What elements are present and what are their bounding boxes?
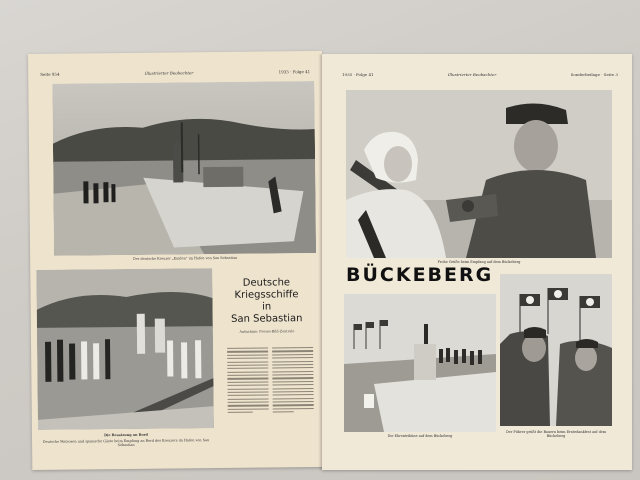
photo-flags-officers bbox=[500, 274, 612, 426]
right-issue: 1935 · Folge 41 bbox=[342, 72, 374, 77]
headline-line-2: Kriegsschiffe bbox=[234, 289, 299, 301]
article-column-2 bbox=[272, 347, 314, 415]
headline-line-3: in bbox=[262, 301, 272, 313]
photo-greeting bbox=[346, 90, 612, 258]
photo-top-caption: Der deutsche Kreuzer „Emden“ im Hafen von San Sebastian bbox=[133, 255, 238, 261]
left-running-head bbox=[40, 69, 310, 77]
article-body bbox=[227, 347, 313, 348]
article-column-1 bbox=[227, 348, 269, 416]
right-page-number: Sonderbeilage · Seite 3 bbox=[570, 72, 618, 77]
right-magazine-title: Illustrierter Beobachter bbox=[447, 72, 497, 77]
left-issue: 1935 · Folge 41 bbox=[278, 69, 311, 75]
photo-tribune bbox=[344, 294, 496, 432]
photo-greeting-caption: Frohe Grüße beim Empfang auf dem Bückeberg bbox=[437, 260, 521, 264]
left-page bbox=[28, 51, 326, 470]
photo-flags-caption: Der Führer grüßt die Bauern beim Erntedankfest auf dem Bückeberg bbox=[505, 430, 607, 439]
article-byline: Aufnahme: Presse-Bild-Zentrale bbox=[239, 329, 295, 334]
page-title: BÜCKEBERG bbox=[346, 264, 494, 286]
headline-line-4: San Sebastian bbox=[231, 313, 303, 325]
left-page-number: Seite 954 bbox=[40, 71, 60, 77]
left-magazine-title: Illustrierter Beobachter bbox=[144, 70, 194, 76]
photo-warship-harbor bbox=[52, 81, 316, 256]
right-running-head bbox=[342, 72, 618, 77]
photo-bottom-caption: Deutsche Matrosen und spanische Gäste beim Empfang an Bord des Kreuzers im Hafen von San Sebastian bbox=[42, 438, 210, 448]
headline-line-1: Deutsche bbox=[242, 277, 291, 289]
magazine-spread bbox=[28, 54, 632, 470]
photo-bottom-caption-title: Die Besatzung an Bord bbox=[104, 432, 148, 438]
right-page bbox=[322, 54, 632, 470]
photo-tribune-caption: Die Ehrentribüne auf dem Bückeberg bbox=[387, 434, 453, 438]
photo-deck-sailors bbox=[36, 268, 214, 430]
article-headline bbox=[216, 277, 317, 334]
